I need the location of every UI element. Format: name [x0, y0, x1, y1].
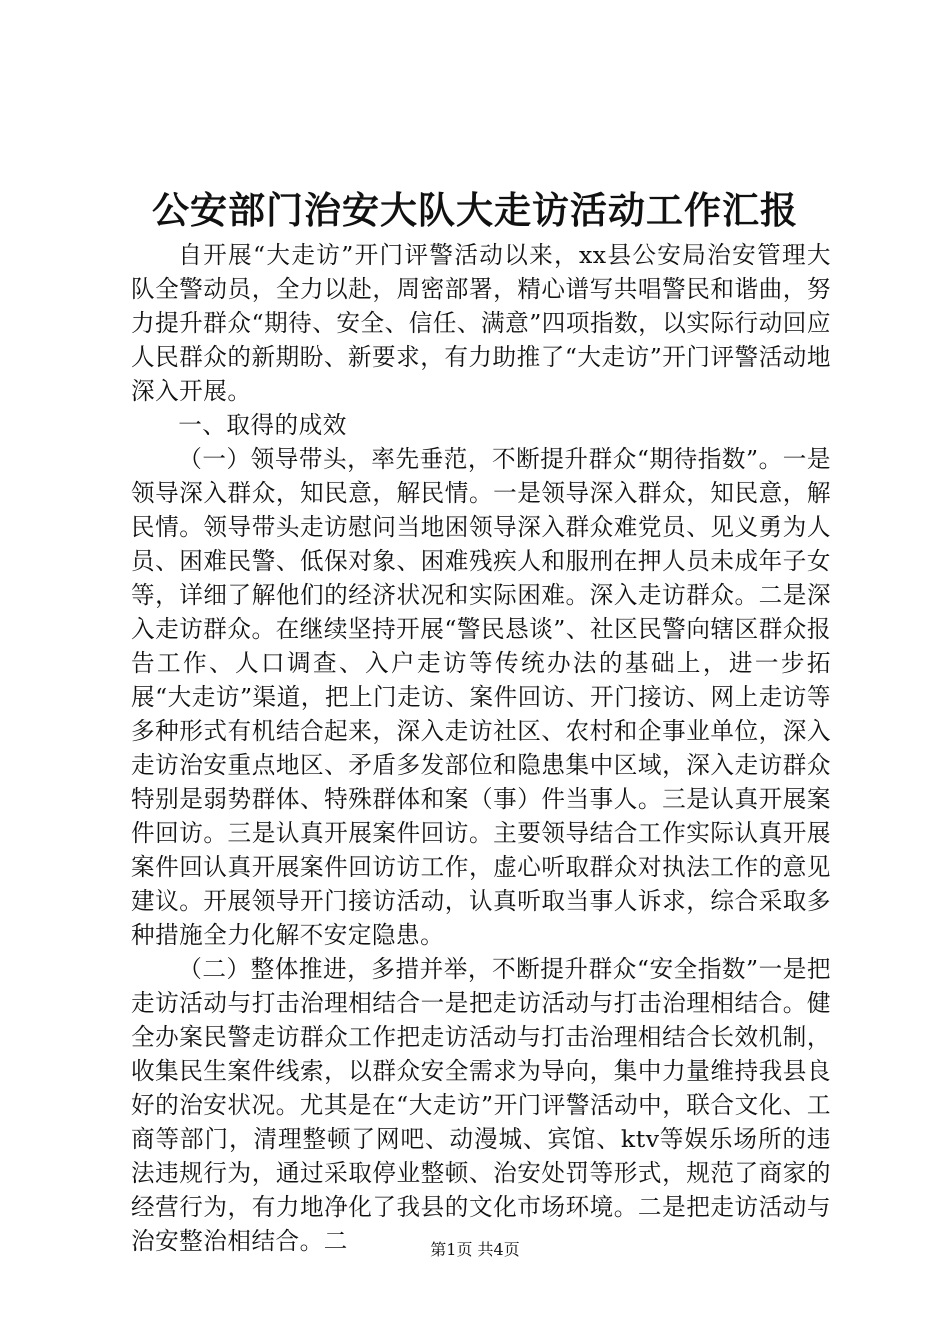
section-paragraph-2: （二）整体推进，多措并举，不断提升群众“安全指数”一是把走访活动与打击治理相结合一是把走访活动与打击治理相结合。健全办案民警走访群众工作把走访活动与打击治理相结合长效机制，收集民生案件线索，以群众安全需求为导向，集中力量维持我县良好的治安状况。尤其是在“大走访”开门评警活动中，联合文化、工商等部门，清理整顿了网吧、动漫城、宾馆、ktv等娱乐场所的违法违规行为，通过采取停业整顿、治安处罚等形式，规范了商家的经营行为，有力地净化了我县的文化市场环境。二是把走访活动与治安整治相结合。二	[131, 955, 831, 1255]
document-title: 公安部门治安大队大走访活动工作汇报	[152, 188, 798, 232]
intro-paragraph: 自开展“大走访”开门评警活动以来，xx县公安局治安管理大队全警动员，全力以赴，周密部署，精心谱写共唱警民和谐曲，努力提升群众“期待、安全、信任、满意”四项指数，以实际行动回应人民群众的新期盼、新要求，有力助推了“大走访”开门评警活动地深入开展。	[131, 241, 831, 405]
document-body	[131, 238, 831, 1258]
section-paragraph-1: （一）领导带头，率先垂范，不断提升群众“期待指数”。一是领导深入群众，知民意，解民情。一是领导深入群众，知民意，解民情。领导带头走访慰问当地困领导深入群众难党员、见义勇为人员、困难民警、低保对象、困难残疾人和服刑在押人员未成年子女等，详细了解他们的经济状况和实际困难。深入走访群众。二是深入走访群众。在继续坚持开展“警民恳谈”、社区民警向辖区群众报告工作、人口调查、入户走访等传统办法的基础上，进一步拓展“大走访”渠道，把上门走访、案件回访、开门接访、网上走访等多种形式有机结合起来，深入走访社区、农村和企事业单位，深入走访治安重点地区、矛盾多发部位和隐患集中区域，深入走访群众特别是弱势群体、特殊群体和案（事）件当事人。三是认真开展案件回访。三是认真开展案件回访。主要领导结合工作实际认真开展案件回认真开展案件回访访工作，虚心听取群众对执法工作的意见建议。开展领导开门接访活动，认真听取当事人诉求，综合采取多种措施全力化解不安定隐患。	[131, 445, 831, 949]
section-heading: 一、取得的成效	[178, 411, 347, 439]
page-number-footer: 第1页 共4页	[430, 1240, 520, 1259]
